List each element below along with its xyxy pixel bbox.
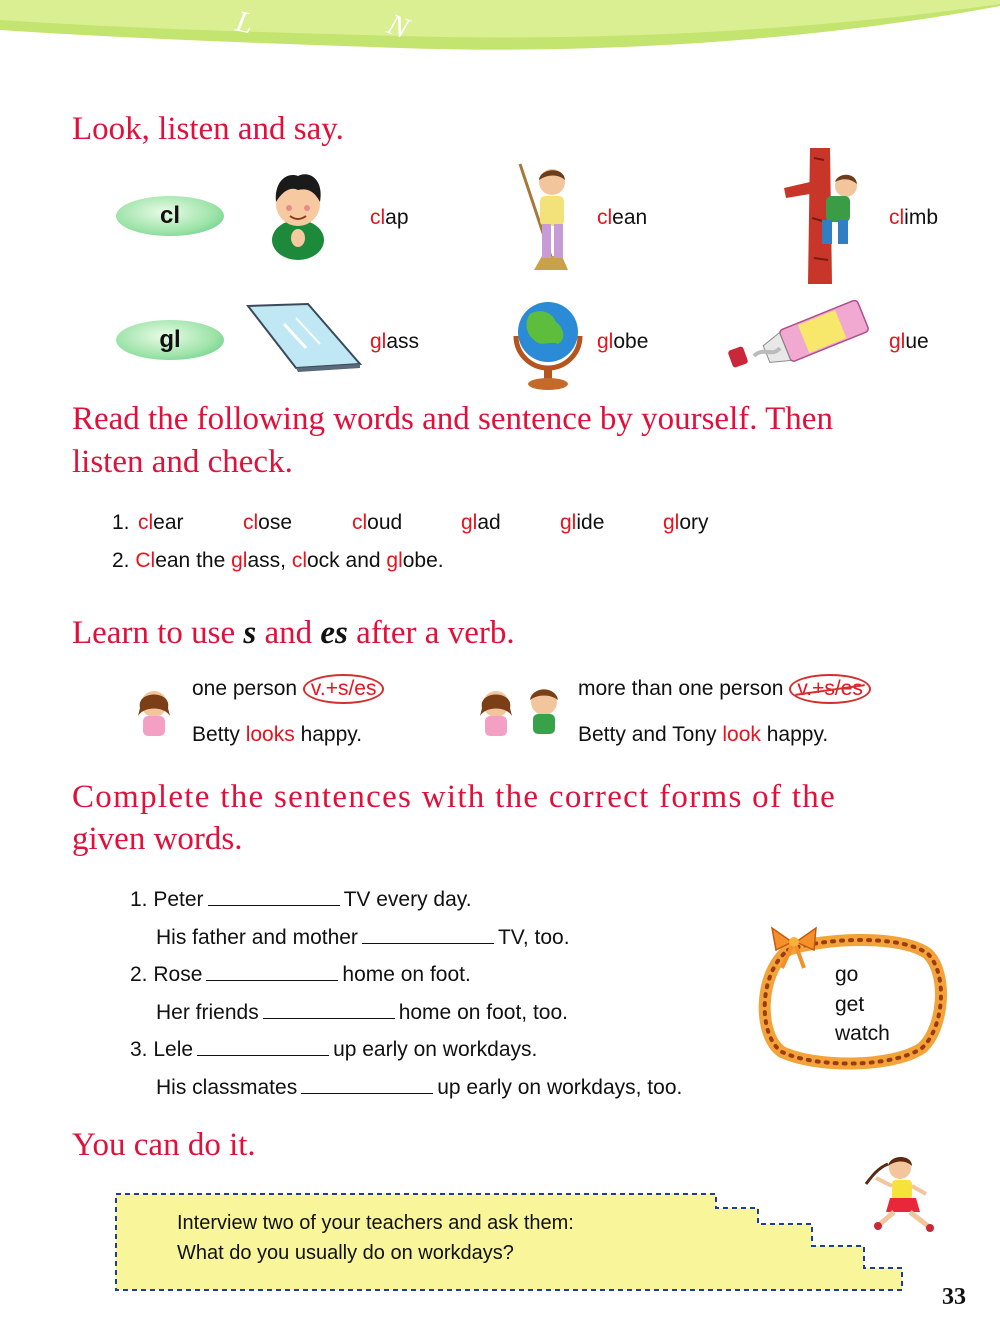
glue-tube-icon	[724, 300, 872, 378]
exercise-2a: 2. Rose home on foot.	[130, 963, 471, 986]
exercise-3a: 3. Lele up early on workdays.	[130, 1038, 538, 1061]
example-plural: Betty and Tony look happy.	[578, 723, 829, 746]
read-sentence: 2. Clean the glass, clock and globe.	[112, 549, 444, 572]
read-word-close: close	[243, 511, 293, 534]
page-number: 33	[942, 1284, 966, 1310]
answer-blank-1b[interactable]	[362, 929, 494, 944]
exercise-1b: His father and mother TV, too.	[156, 926, 570, 949]
exercise-3b: His classmates up early on workdays, too.	[156, 1076, 683, 1099]
complete-heading-line1: Complete the sentences with the correct forms of the	[72, 779, 837, 815]
rule-oval-plural: v.+s/es	[789, 674, 871, 704]
learn-heading: Learn to use s and es after a verb.	[72, 615, 515, 651]
rule-more-than-one: more than one person v.+s/es	[578, 674, 871, 704]
banner-letter-l: L	[232, 4, 257, 41]
answer-blank-3a[interactable]	[197, 1041, 329, 1056]
example-singular: Betty looks happy.	[192, 723, 363, 746]
rule-one-person: one person v.+s/es	[192, 674, 384, 704]
word-globe: globe	[597, 330, 649, 353]
rule-oval-singular: v.+s/es	[303, 674, 385, 704]
word-climb: climb	[889, 206, 939, 229]
youcan-heading: You can do it.	[72, 1127, 256, 1163]
word-clean: clean	[597, 206, 648, 229]
word-box-watch: watch	[835, 1022, 890, 1045]
answer-blank-3b[interactable]	[301, 1079, 433, 1094]
globe-icon	[508, 292, 588, 392]
read-heading-line2: listen and check.	[72, 444, 293, 480]
clapping-boy-icon	[268, 168, 328, 260]
answer-blank-1a[interactable]	[208, 891, 340, 906]
sweeping-boy-icon	[512, 160, 588, 272]
read-number-1: 1.	[112, 511, 130, 534]
word-box-get: get	[835, 993, 865, 1016]
exercise-2b: Her friends home on foot, too.	[156, 1001, 568, 1024]
word-clap: clap	[370, 206, 409, 229]
word-glass: glass	[370, 330, 420, 353]
interview-line-1: Interview two of your teachers and ask them:	[177, 1212, 574, 1234]
word-glue: glue	[889, 330, 929, 353]
read-word-cloud: cloud	[352, 511, 403, 534]
read-word-glad: glad	[461, 511, 501, 534]
banner-letter-n: N	[383, 7, 414, 46]
answer-blank-2b[interactable]	[263, 1004, 395, 1019]
word-box-go: go	[835, 963, 859, 986]
blend-pill-gl: gl	[116, 320, 224, 360]
complete-heading-line2: given words.	[72, 821, 243, 857]
blend-pill-cl: cl	[116, 196, 224, 236]
girl-betty-icon-2	[476, 686, 516, 738]
read-word-glide: glide	[560, 511, 605, 534]
girl-betty-icon	[134, 686, 174, 738]
climbing-boy-icon	[780, 148, 864, 284]
interview-line-2: What do you usually do on workdays?	[177, 1242, 514, 1264]
read-word-clear: clear	[138, 511, 184, 534]
read-heading-line1: Read the following words and sentence by yourself. Then	[72, 401, 833, 437]
top-banner	[0, 0, 1000, 60]
read-word-glory: glory	[663, 511, 709, 534]
answer-blank-2a[interactable]	[206, 966, 338, 981]
glass-pane-icon	[244, 300, 364, 372]
look-heading: Look, listen and say.	[72, 111, 344, 147]
exercise-1a: 1. Peter TV every day.	[130, 888, 472, 911]
running-girl-icon	[856, 1148, 948, 1240]
boy-tony-icon	[524, 684, 564, 738]
